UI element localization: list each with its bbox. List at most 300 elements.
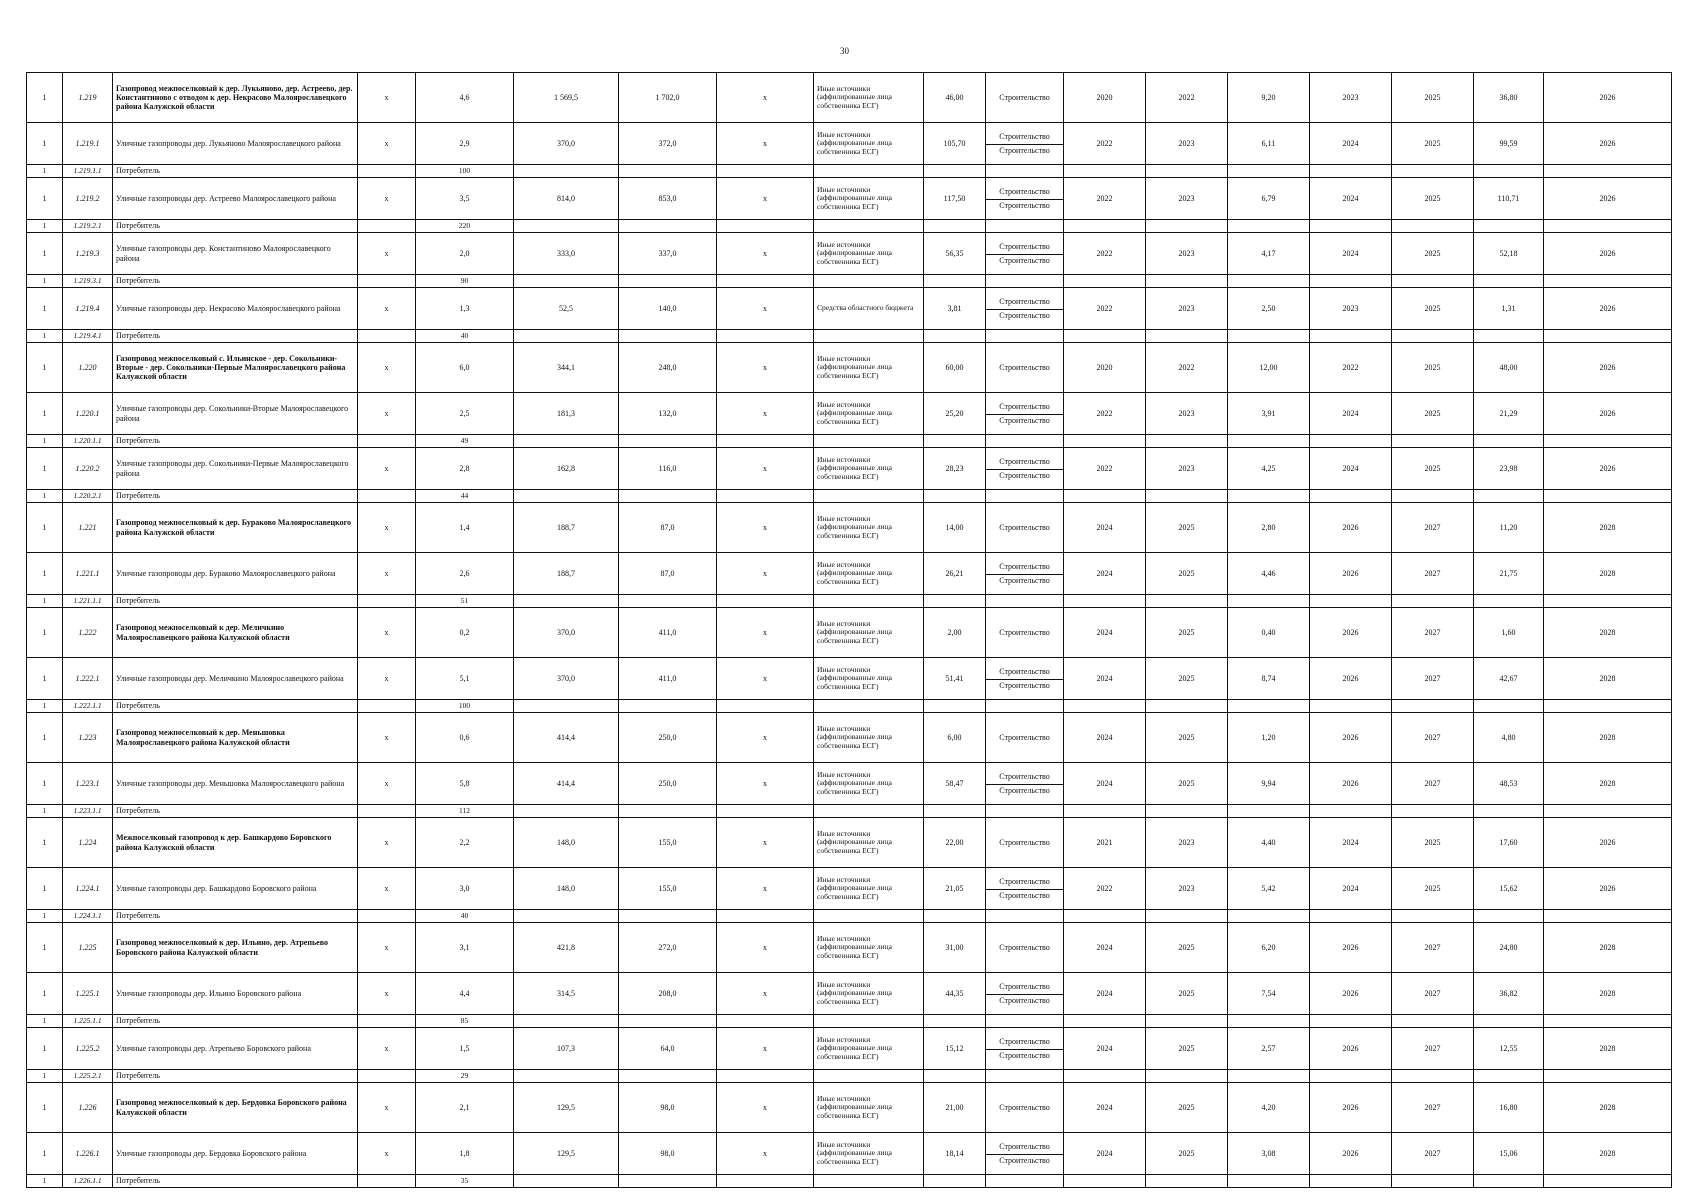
row-level-cell: 1 xyxy=(27,713,63,763)
length-km-cell: 3,1 xyxy=(416,923,514,973)
empty-cell xyxy=(1310,1015,1392,1028)
object-name-cell: Межпоселковый газопровод к дер. Башкардово Боровского района Калужской области xyxy=(113,818,358,868)
length-km-cell: 1,5 xyxy=(416,1028,514,1070)
design-cost-cell: 4,40 xyxy=(1228,818,1310,868)
commissioning-year-cell: 2028 xyxy=(1544,973,1672,1015)
length-km-cell: 2,5 xyxy=(416,393,514,435)
build-start-year-cell: 2022 xyxy=(1310,343,1392,393)
empty-cell xyxy=(1146,700,1228,713)
marker-cell: x xyxy=(358,393,416,435)
empty-cell xyxy=(1146,1015,1228,1028)
empty-cell xyxy=(1064,595,1146,608)
empty-cell xyxy=(1146,910,1228,923)
work-type-cell xyxy=(986,763,1064,805)
funding-source-cell: Иные источники (аффилированные лица собственника ЕСГ) xyxy=(814,1083,924,1133)
commissioning-year-cell: 2026 xyxy=(1544,868,1672,910)
design-cost-cell: 6,79 xyxy=(1228,178,1310,220)
cost-cell: 3,81 xyxy=(924,288,986,330)
object-name-cell: Уличные газопроводы дер. Константиново Малоярославецкого района xyxy=(113,233,358,275)
empty-cell xyxy=(986,910,1064,923)
consumers-count-cell: 51 xyxy=(416,595,514,608)
cost-cell: 105,70 xyxy=(924,123,986,165)
design-end-year-cell: 2023 xyxy=(1146,868,1228,910)
empty-cell xyxy=(1310,165,1392,178)
row-code-cell: 1.219.3.1 xyxy=(63,275,113,288)
build-start-year-cell: 2026 xyxy=(1310,503,1392,553)
row-code-cell: 1.220.2.1 xyxy=(63,490,113,503)
empty-cell xyxy=(717,220,814,233)
work-type-label: Строительство xyxy=(999,132,1050,142)
design-end-year-cell: 2025 xyxy=(1146,658,1228,700)
marker-cell: x xyxy=(358,1133,416,1175)
volume-cell: 116,0 xyxy=(619,448,717,490)
build-start-year-cell: 2024 xyxy=(1310,178,1392,220)
empty-cell xyxy=(1146,275,1228,288)
empty-cell xyxy=(358,1070,416,1083)
object-name-cell: Потребитель xyxy=(113,330,358,343)
row-code-cell: 1.220 xyxy=(63,343,113,393)
row-code-cell: 1.219.3 xyxy=(63,233,113,275)
design-cost-cell: 6,11 xyxy=(1228,123,1310,165)
empty-cell xyxy=(1544,595,1672,608)
marker-cell: x xyxy=(717,448,814,490)
table-row xyxy=(27,868,1672,910)
table-row xyxy=(27,658,1672,700)
gas-program-table xyxy=(26,72,1672,1188)
empty-cell xyxy=(619,910,717,923)
empty-cell xyxy=(924,435,986,448)
empty-cell xyxy=(814,220,924,233)
length-km-cell: 3,0 xyxy=(416,868,514,910)
design-start-year-cell: 2022 xyxy=(1064,868,1146,910)
table-row xyxy=(27,1015,1672,1028)
empty-cell xyxy=(514,1175,619,1188)
design-cost-cell: 5,42 xyxy=(1228,868,1310,910)
empty-cell xyxy=(986,595,1064,608)
empty-cell xyxy=(514,1070,619,1083)
design-end-year-cell: 2025 xyxy=(1146,1133,1228,1175)
empty-cell xyxy=(514,490,619,503)
design-cost-cell: 12,00 xyxy=(1228,343,1310,393)
cost-cell: 28,23 xyxy=(924,448,986,490)
empty-cell xyxy=(1392,700,1474,713)
design-cost-cell: 9,94 xyxy=(1228,763,1310,805)
row-code-cell: 1.219 xyxy=(63,73,113,123)
row-code-cell: 1.219.4 xyxy=(63,288,113,330)
commissioning-year-cell: 2028 xyxy=(1544,1028,1672,1070)
build-start-year-cell: 2026 xyxy=(1310,1133,1392,1175)
empty-cell xyxy=(1064,910,1146,923)
work-type-label: Строительство xyxy=(999,837,1050,847)
work-type-label: Строительство xyxy=(999,627,1050,637)
table-row xyxy=(27,713,1672,763)
work-type-label: Строительство xyxy=(986,784,1063,795)
marker-cell: x xyxy=(717,818,814,868)
volume-cell: 132,0 xyxy=(619,393,717,435)
capacity-cell: 370,0 xyxy=(514,608,619,658)
empty-cell xyxy=(1310,910,1392,923)
design-cost-cell: 0,40 xyxy=(1228,608,1310,658)
marker-cell: x xyxy=(717,178,814,220)
commissioning-year-cell: 2026 xyxy=(1544,818,1672,868)
work-type-cell xyxy=(986,553,1064,595)
build-end-year-cell: 2027 xyxy=(1392,713,1474,763)
empty-cell xyxy=(986,330,1064,343)
empty-cell xyxy=(924,1015,986,1028)
build-cost-cell: 15,62 xyxy=(1474,868,1544,910)
design-end-year-cell: 2025 xyxy=(1146,973,1228,1015)
work-type-label: Строительство xyxy=(999,562,1050,572)
consumers-count-cell: 35 xyxy=(416,1175,514,1188)
object-name-cell: Уличные газопроводы дер. Ильино Боровского района xyxy=(113,973,358,1015)
row-level-cell: 1 xyxy=(27,763,63,805)
row-level-cell: 1 xyxy=(27,608,63,658)
marker-cell: x xyxy=(358,713,416,763)
empty-cell xyxy=(514,165,619,178)
build-cost-cell: 16,80 xyxy=(1474,1083,1544,1133)
build-end-year-cell: 2025 xyxy=(1392,178,1474,220)
marker-cell: x xyxy=(717,288,814,330)
empty-cell xyxy=(1392,490,1474,503)
work-type-cell xyxy=(986,123,1064,165)
empty-cell xyxy=(1474,805,1544,818)
empty-cell xyxy=(358,700,416,713)
length-km-cell: 0,2 xyxy=(416,608,514,658)
empty-cell xyxy=(1474,910,1544,923)
empty-cell xyxy=(619,700,717,713)
empty-cell xyxy=(1310,490,1392,503)
empty-cell xyxy=(1544,700,1672,713)
commissioning-year-cell: 2028 xyxy=(1544,658,1672,700)
design-cost-cell: 3,91 xyxy=(1228,393,1310,435)
capacity-cell: 162,8 xyxy=(514,448,619,490)
build-start-year-cell: 2024 xyxy=(1310,818,1392,868)
empty-cell xyxy=(358,595,416,608)
design-start-year-cell: 2022 xyxy=(1064,393,1146,435)
volume-cell: 87,0 xyxy=(619,503,717,553)
design-start-year-cell: 2020 xyxy=(1064,73,1146,123)
empty-cell xyxy=(514,1015,619,1028)
empty-cell xyxy=(1146,1070,1228,1083)
design-start-year-cell: 2022 xyxy=(1064,178,1146,220)
work-type-cell xyxy=(986,1133,1064,1175)
row-code-cell: 1.225.2 xyxy=(63,1028,113,1070)
empty-cell xyxy=(619,595,717,608)
design-start-year-cell: 2022 xyxy=(1064,448,1146,490)
funding-source-cell: Иные источники (аффилированные лица собственника ЕСГ) xyxy=(814,343,924,393)
row-level-cell: 1 xyxy=(27,1028,63,1070)
empty-cell xyxy=(986,805,1064,818)
work-type-label: Строительство xyxy=(986,994,1063,1005)
design-start-year-cell: 2020 xyxy=(1064,343,1146,393)
empty-cell xyxy=(924,220,986,233)
cost-cell: 18,14 xyxy=(924,1133,986,1175)
marker-cell: x xyxy=(717,713,814,763)
row-code-cell: 1.219.1.1 xyxy=(63,165,113,178)
row-level-cell: 1 xyxy=(27,233,63,275)
empty-cell xyxy=(358,1015,416,1028)
work-type-label: Строительство xyxy=(999,772,1050,782)
object-name-cell: Потребитель xyxy=(113,595,358,608)
work-type-cell xyxy=(986,973,1064,1015)
design-end-year-cell: 2023 xyxy=(1146,233,1228,275)
design-start-year-cell: 2024 xyxy=(1064,763,1146,805)
table-row xyxy=(27,553,1672,595)
build-start-year-cell: 2023 xyxy=(1310,73,1392,123)
build-end-year-cell: 2027 xyxy=(1392,553,1474,595)
volume-cell: 64,0 xyxy=(619,1028,717,1070)
empty-cell xyxy=(924,1070,986,1083)
design-start-year-cell: 2022 xyxy=(1064,288,1146,330)
design-end-year-cell: 2025 xyxy=(1146,1083,1228,1133)
empty-cell xyxy=(1064,435,1146,448)
marker-cell: x xyxy=(358,658,416,700)
empty-cell xyxy=(1310,220,1392,233)
build-end-year-cell: 2025 xyxy=(1392,233,1474,275)
empty-cell xyxy=(717,165,814,178)
commissioning-year-cell: 2028 xyxy=(1544,713,1672,763)
marker-cell: x xyxy=(717,763,814,805)
empty-cell xyxy=(814,165,924,178)
commissioning-year-cell: 2026 xyxy=(1544,73,1672,123)
work-type-label: Строительство xyxy=(986,1049,1063,1060)
design-end-year-cell: 2025 xyxy=(1146,763,1228,805)
empty-cell xyxy=(514,220,619,233)
empty-cell xyxy=(1474,330,1544,343)
empty-cell xyxy=(814,1175,924,1188)
row-code-cell: 1.221 xyxy=(63,503,113,553)
row-level-cell: 1 xyxy=(27,165,63,178)
capacity-cell: 314,5 xyxy=(514,973,619,1015)
row-code-cell: 1.222.1.1 xyxy=(63,700,113,713)
empty-cell xyxy=(717,595,814,608)
funding-source-cell: Иные источники (аффилированные лица собственника ЕСГ) xyxy=(814,178,924,220)
empty-cell xyxy=(1064,490,1146,503)
row-code-cell: 1.223.1 xyxy=(63,763,113,805)
volume-cell: 140,0 xyxy=(619,288,717,330)
design-start-year-cell: 2024 xyxy=(1064,713,1146,763)
table-row xyxy=(27,435,1672,448)
funding-source-cell: Иные источники (аффилированные лица собственника ЕСГ) xyxy=(814,1028,924,1070)
work-type-label: Строительство xyxy=(999,1037,1050,1047)
row-code-cell: 1.223.1.1 xyxy=(63,805,113,818)
marker-cell: x xyxy=(358,123,416,165)
volume-cell: 98,0 xyxy=(619,1083,717,1133)
empty-cell xyxy=(717,1175,814,1188)
empty-cell xyxy=(1228,165,1310,178)
work-type-label: Строительство xyxy=(999,362,1050,372)
funding-source-cell: Иные источники (аффилированные лица собственника ЕСГ) xyxy=(814,123,924,165)
design-cost-cell: 4,20 xyxy=(1228,1083,1310,1133)
marker-cell: x xyxy=(717,553,814,595)
empty-cell xyxy=(1064,1175,1146,1188)
row-level-cell: 1 xyxy=(27,595,63,608)
empty-cell xyxy=(1544,275,1672,288)
table-row xyxy=(27,448,1672,490)
build-start-year-cell: 2026 xyxy=(1310,608,1392,658)
design-cost-cell: 6,20 xyxy=(1228,923,1310,973)
row-level-cell: 1 xyxy=(27,910,63,923)
row-level-cell: 1 xyxy=(27,330,63,343)
empty-cell xyxy=(717,275,814,288)
table-row xyxy=(27,393,1672,435)
empty-cell xyxy=(1064,700,1146,713)
row-level-cell: 1 xyxy=(27,123,63,165)
build-cost-cell: 4,80 xyxy=(1474,713,1544,763)
table-row xyxy=(27,608,1672,658)
page-number: 30 xyxy=(840,46,849,56)
object-name-cell: Газопровод межпоселковый к дер. Бердовка Боровского района Калужской области xyxy=(113,1083,358,1133)
marker-cell: x xyxy=(717,658,814,700)
empty-cell xyxy=(1392,330,1474,343)
object-name-cell: Газопровод межпоселковый к дер. Ильино, дер. Атрепьево Боровского района Калужской области xyxy=(113,923,358,973)
work-type-label: Строительство xyxy=(999,732,1050,742)
empty-cell xyxy=(717,910,814,923)
length-km-cell: 3,5 xyxy=(416,178,514,220)
work-type-label: Строительство xyxy=(999,522,1050,532)
empty-cell xyxy=(717,490,814,503)
empty-cell xyxy=(1392,805,1474,818)
funding-source-cell: Иные источники (аффилированные лица собственника ЕСГ) xyxy=(814,658,924,700)
capacity-cell: 414,4 xyxy=(514,713,619,763)
empty-cell xyxy=(619,165,717,178)
empty-cell xyxy=(1228,1175,1310,1188)
work-type-cell xyxy=(986,503,1064,553)
design-cost-cell: 2,50 xyxy=(1228,288,1310,330)
design-end-year-cell: 2022 xyxy=(1146,73,1228,123)
row-level-cell: 1 xyxy=(27,490,63,503)
marker-cell: x xyxy=(717,73,814,123)
object-name-cell: Потребитель xyxy=(113,1015,358,1028)
object-name-cell: Потребитель xyxy=(113,275,358,288)
length-km-cell: 0,6 xyxy=(416,713,514,763)
work-type-label: Строительство xyxy=(986,309,1063,320)
consumers-count-cell: 100 xyxy=(416,700,514,713)
empty-cell xyxy=(986,490,1064,503)
object-name-cell: Газопровод межпоселковый к дер. Бураково Малоярославецкого района Калужской области xyxy=(113,503,358,553)
empty-cell xyxy=(814,595,924,608)
length-km-cell: 6,0 xyxy=(416,343,514,393)
marker-cell: x xyxy=(717,503,814,553)
empty-cell xyxy=(924,275,986,288)
empty-cell xyxy=(1310,275,1392,288)
cost-cell: 56,35 xyxy=(924,233,986,275)
row-level-cell: 1 xyxy=(27,1133,63,1175)
empty-cell xyxy=(1310,1070,1392,1083)
row-level-cell: 1 xyxy=(27,275,63,288)
row-level-cell: 1 xyxy=(27,343,63,393)
row-level-cell: 1 xyxy=(27,553,63,595)
empty-cell xyxy=(514,330,619,343)
marker-cell: x xyxy=(717,973,814,1015)
row-code-cell: 1.220.2 xyxy=(63,448,113,490)
build-cost-cell: 15,06 xyxy=(1474,1133,1544,1175)
build-cost-cell: 11,20 xyxy=(1474,503,1544,553)
funding-source-cell: Иные источники (аффилированные лица собственника ЕСГ) xyxy=(814,1133,924,1175)
empty-cell xyxy=(1544,435,1672,448)
consumers-count-cell: 112 xyxy=(416,805,514,818)
empty-cell xyxy=(1392,595,1474,608)
empty-cell xyxy=(1310,805,1392,818)
volume-cell: 411,0 xyxy=(619,658,717,700)
empty-cell xyxy=(1310,595,1392,608)
marker-cell: x xyxy=(358,868,416,910)
design-start-year-cell: 2024 xyxy=(1064,1028,1146,1070)
empty-cell xyxy=(1474,1015,1544,1028)
row-level-cell: 1 xyxy=(27,868,63,910)
marker-cell: x xyxy=(717,393,814,435)
object-name-cell: Уличные газопроводы дер. Лукьяново Малоярославецкого района xyxy=(113,123,358,165)
work-type-label: Строительство xyxy=(999,1142,1050,1152)
funding-source-cell: Иные источники (аффилированные лица собственника ЕСГ) xyxy=(814,393,924,435)
length-km-cell: 5,1 xyxy=(416,658,514,700)
empty-cell xyxy=(1392,220,1474,233)
marker-cell: x xyxy=(358,73,416,123)
volume-cell: 98,0 xyxy=(619,1133,717,1175)
empty-cell xyxy=(1064,1070,1146,1083)
empty-cell xyxy=(1228,1015,1310,1028)
design-end-year-cell: 2023 xyxy=(1146,818,1228,868)
consumers-count-cell: 49 xyxy=(416,435,514,448)
empty-cell xyxy=(1474,700,1544,713)
empty-cell xyxy=(1474,220,1544,233)
empty-cell xyxy=(358,165,416,178)
length-km-cell: 1,3 xyxy=(416,288,514,330)
empty-cell xyxy=(1392,1070,1474,1083)
row-level-cell: 1 xyxy=(27,818,63,868)
build-end-year-cell: 2027 xyxy=(1392,973,1474,1015)
empty-cell xyxy=(1064,1015,1146,1028)
capacity-cell: 414,4 xyxy=(514,763,619,805)
build-cost-cell: 21,75 xyxy=(1474,553,1544,595)
work-type-label: Строительство xyxy=(999,982,1050,992)
empty-cell xyxy=(1146,330,1228,343)
row-level-cell: 1 xyxy=(27,435,63,448)
empty-cell xyxy=(358,220,416,233)
consumers-count-cell: 29 xyxy=(416,1070,514,1083)
empty-cell xyxy=(358,275,416,288)
empty-cell xyxy=(1146,595,1228,608)
cost-cell: 46,00 xyxy=(924,73,986,123)
row-code-cell: 1.221.1 xyxy=(63,553,113,595)
empty-cell xyxy=(1228,805,1310,818)
build-end-year-cell: 2027 xyxy=(1392,658,1474,700)
build-start-year-cell: 2026 xyxy=(1310,658,1392,700)
empty-cell xyxy=(1474,435,1544,448)
build-end-year-cell: 2025 xyxy=(1392,288,1474,330)
design-end-year-cell: 2022 xyxy=(1146,343,1228,393)
row-level-cell: 1 xyxy=(27,973,63,1015)
marker-cell: x xyxy=(358,178,416,220)
row-level-cell: 1 xyxy=(27,73,63,123)
table-row xyxy=(27,1175,1672,1188)
empty-cell xyxy=(619,1015,717,1028)
row-level-cell: 1 xyxy=(27,1175,63,1188)
empty-cell xyxy=(1228,275,1310,288)
capacity-cell: 129,5 xyxy=(514,1133,619,1175)
row-level-cell: 1 xyxy=(27,658,63,700)
work-type-label: Строительство xyxy=(999,92,1050,102)
work-type-label: Строительство xyxy=(999,297,1050,307)
build-end-year-cell: 2025 xyxy=(1392,818,1474,868)
empty-cell xyxy=(1544,1015,1672,1028)
capacity-cell: 188,7 xyxy=(514,553,619,595)
empty-cell xyxy=(924,165,986,178)
empty-cell xyxy=(1392,275,1474,288)
empty-cell xyxy=(358,490,416,503)
empty-cell xyxy=(1392,1175,1474,1188)
work-type-label: Строительство xyxy=(986,574,1063,585)
